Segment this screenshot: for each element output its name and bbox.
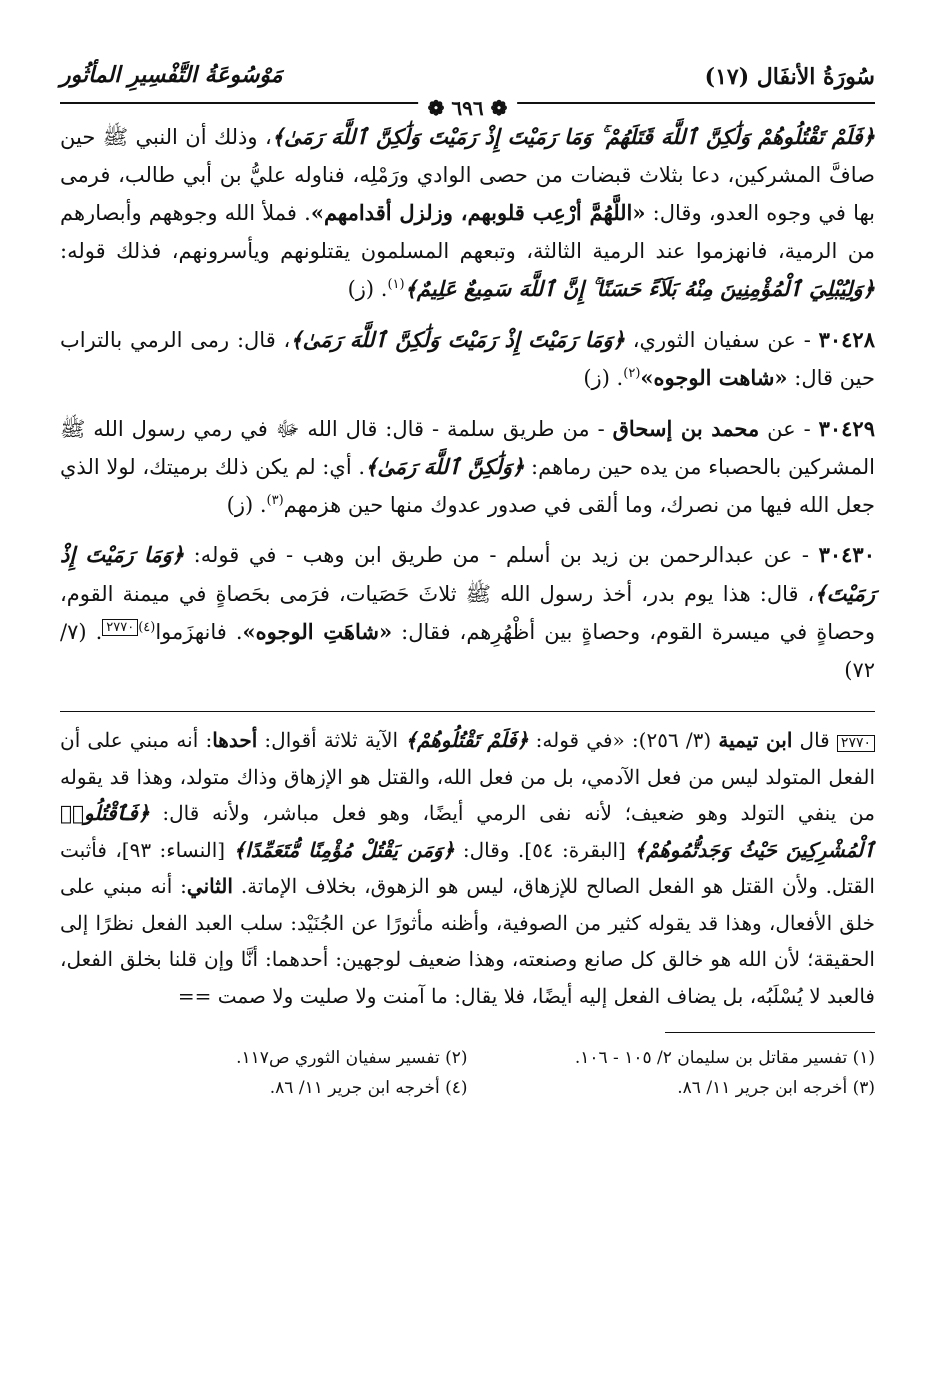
- main-text: [60, 118, 875, 689]
- footnotes: [60, 1043, 875, 1103]
- surah-title: سُورَةُ الأنفَال (١٧): [704, 64, 875, 90]
- text: . (ز): [347, 277, 388, 301]
- section-divider: [60, 711, 875, 712]
- footnote: (٤) أخرجه ابن جرير ١١/ ٨٦.: [269, 1078, 468, 1098]
- entry-number: ٣٠٤٢٩: [818, 415, 875, 441]
- quran-verse: ﴿وَلِيُبْلِيَ ٱلْمُؤْمِنِينَ مِنْهُ بَلَآءً حَسَنًا ۚ إِنَّ ٱللَّهَ سَمِيعٌ عَلِيمٌ﴾: [404, 276, 875, 301]
- text: - عن عبدالرحمن بن زيد بن أسلم - من طريق ابن وهب - في قوله:: [184, 543, 819, 567]
- text: . فملأ الله وجوههم وأبصارهم من الرمية، فانهزموا عند الرمية الثالثة، وتبعهم المسلمون يقتلونهم ويأسرونهم، فذلك قوله:: [60, 201, 875, 263]
- commentary-ref-box: ٢٧٧٠: [102, 619, 138, 636]
- text: [النساء: ٩٣]، فأثبت القتل. ولأن القتل هو الفعل الصالح للإزهاق، ليس هو الزهوق، بخلاف الإماتة.: [60, 837, 875, 898]
- text: (٣/ ٢٥٦): «في قوله:: [528, 728, 719, 752]
- text: ، وذلك أن النبي ﷺ حين صافَّ المشركين، دعا بثلاث قبضات من حصى الوادي ورَمْلِه، فناوله عليُّ بن أبي طالب، فرمى بها في وجوه العدو، وقال:: [60, 125, 875, 225]
- quran-verse: ﴿وَمَا رَمَيْتَ إِذْ رَمَيْتَ وَلَٰكِنَّ ٱللَّهَ رَمَىٰ﴾: [290, 326, 625, 352]
- page-number-text: ٦٩٦: [451, 96, 484, 120]
- text: قال: [792, 728, 837, 752]
- text: . (ز): [226, 492, 267, 517]
- quoted-dua: «اللَّهُمَّ أرْعِب قلوبهم، وزلزل أقدامهم»: [310, 200, 646, 225]
- footnote-row: [60, 1073, 875, 1103]
- footnote: (١) تفسير مقاتل بن سليمان ٢/ ١٠٥ - ١٠٦.: [574, 1048, 875, 1068]
- entry-30429: [60, 404, 875, 525]
- page: [60, 58, 875, 1103]
- page-header: [60, 58, 875, 120]
- text: . فانهزَموا: [155, 620, 243, 644]
- text: [البقرة: ٥٤]. وقال:: [454, 837, 635, 862]
- quote: «شاهت الوجوه»: [640, 365, 788, 390]
- point-label: الثاني: [186, 874, 233, 898]
- narrator-name: محمد بن إسحاق: [612, 415, 760, 441]
- text: - من طريق سلمة - قال: قال الله ﷻ في رمي رسول الله ﷺ المشركين بالحصباء من يده حين رماهم:: [60, 416, 875, 479]
- footnote-ref: (٤): [138, 620, 156, 635]
- footnote-ref: (١): [387, 277, 405, 292]
- text: : أنه مبني على خلق الأفعال، وهذا قد يقوله كثير من الصوفية، وأظنه مأثورًا عن الجُنَيْد: سلب العبد الفعل نظرًا إلى الحقيقة؛ لأن الله هو خالق كل صانع وصنعته، وهذا ضعيف لوجهين: أحدهما: أنَّا وإن قلنا بخلق الفعل، فالعبد لا يُسْلَبُه، بل يضاف الفعل إليه أيضًا، فلا يقال: ما آمنت ولا صليت ولا صمت ==: [60, 874, 875, 1008]
- quran-verse: ﴿وَمَن يَقْتُلْ مُؤْمِنًا مُّتَعَمِّدًا﴾: [233, 837, 455, 862]
- commentary-block: [60, 722, 875, 1014]
- text: - عن سفيان الثوري،: [624, 327, 819, 352]
- entry-number: ٣٠٤٣٠: [818, 542, 875, 567]
- footnote-row: [60, 1043, 875, 1073]
- quran-verse: ﴿فَلَمْ تَقْتُلُوهُمْ وَلَٰكِنَّ ٱللَّهَ قَتَلَهُمْ ۚ وَمَا رَمَيْتَ إِذْ رَمَيْتَ وَلَٰكِنَّ ٱللَّهَ رَمَىٰ﴾: [271, 124, 875, 149]
- footnote: (٢) تفسير سفيان الثوري ص١١٧.: [236, 1048, 468, 1068]
- quran-verse: ﴿وَمَا رَمَيْتَ إِذْ رَمَيْتَ﴾: [60, 542, 875, 606]
- text: . أي: لم يكن ذلك برميتك، لولا الذي جعل الله فيها من نصرك، وما ألقى في صدور عدوك منها حين هزمهم: [60, 455, 875, 517]
- text: . (٧/ ٧٢): [60, 620, 875, 682]
- quran-verse-text: فَلَمْ تَقْتُلُوهُمْ وَلَٰكِنَّ ٱللَّهَ قَتَلَهُمْ ۚ وَمَا رَمَيْتَ إِذْ رَمَيْتَ وَلَٰكِنَّ ٱللَّهَ رَمَىٰ: [284, 124, 863, 149]
- quran-verse: ﴿وَلَٰكِنَّ ٱللَّهَ رَمَىٰ﴾: [365, 454, 525, 479]
- scholar-name: ابن تيمية: [718, 728, 793, 752]
- entry-30430: [60, 530, 875, 689]
- quran-verse: ﴿فَلَمْ تَقْتُلُوهُمْ﴾: [405, 728, 529, 752]
- text: ، قال: رمى الرمي بالتراب حين قال:: [60, 327, 875, 390]
- text: : أنه مبني على أن الفعل المتولد ليس من فعل الآدمي، بل من فعل الله، والقتل هو الإزهاق وذاك متولد، وهذا قد يقوله من ينفي التولد وهو ضعيف؛ لأنه نفى الرمي أيضًا، وهو فعل مباشر، ولأنه قال:: [60, 728, 875, 825]
- text: - عن: [759, 416, 819, 441]
- text: الآية ثلاثة أقوال:: [257, 728, 406, 752]
- book-title: مَوْسُوعَةُ التَّفْسِيرِ المأثُور: [60, 62, 283, 88]
- text: ، قال: هذا يوم بدر، أخذ رسول الله ﷺ ثلاثَ حَصَيات، فرَمى بحَصاةٍ في ميمنة القوم، وحصاةٍ في ميسرة القوم، وحصاةٍ بين أظْهُرِهم، فقال:: [60, 581, 875, 644]
- quote: «شاهَتِ الوجوه»: [242, 619, 393, 644]
- footnote: (٣) أخرجه ابن جرير ١١/ ٨٦.: [677, 1078, 875, 1098]
- paragraph-intro: [60, 118, 875, 309]
- commentary-number-box: ٢٧٧٠: [837, 735, 875, 752]
- page-number: ❁ ٦٩٦ ❁: [418, 96, 518, 120]
- point-label: أحدها: [212, 728, 258, 752]
- quran-verse: ﴿فَٱقْتُلُوا۟ ٱلْمُشْرِكِينَ حَيْثُ وَجَدتُّمُوهُمْ﴾: [60, 801, 875, 862]
- footnote-divider: [665, 1032, 875, 1033]
- footnote-ref: (٣): [266, 492, 284, 508]
- footnote-ref: (٢): [623, 366, 641, 381]
- entry-30428: [60, 315, 875, 398]
- text: . (ز): [583, 366, 624, 390]
- entry-number: ٣٠٤٢٨: [818, 326, 875, 352]
